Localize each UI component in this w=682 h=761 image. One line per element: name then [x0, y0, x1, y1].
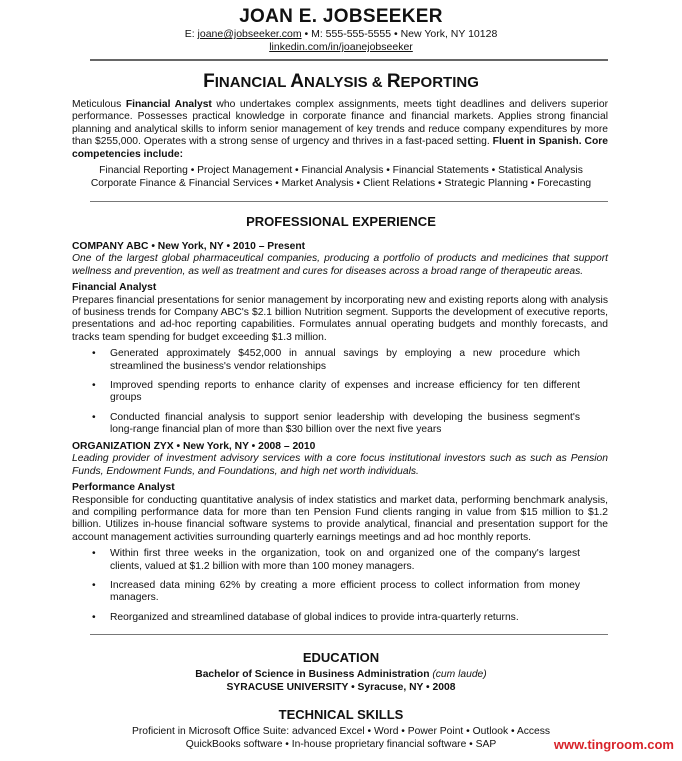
bullet-icon: • [92, 548, 96, 560]
bullet-text: Generated approximately $452,000 in annual savings by employing a new procedure which streamlined the business's vendor relationships [110, 348, 580, 372]
list-item [72, 380, 608, 405]
contact-info [0, 28, 682, 54]
bullet-text: Conducted financial analysis to support senior leadership with developing the business segment's long-range financial plan of more than $30 billion over the next five years [110, 411, 580, 436]
job-description: One of the largest global pharmaceutical companies, producing a portfolio of products and medicines that support wellness and prevention, as well as treatment and cures for diseases across a broad range of therapeutic areas. [72, 253, 608, 277]
list-item [72, 348, 608, 373]
list-item [72, 548, 608, 573]
competencies-line-1: Financial Reporting • Project Management • Financial Analysis • Financial Statements • Statistical Analysis [99, 165, 583, 176]
degree-honors: (cum laude) [429, 669, 487, 680]
education-entry [0, 669, 682, 694]
email-link[interactable]: joane@jobseeker.com [197, 28, 302, 40]
job-role: Performance Analyst [72, 482, 175, 494]
summary [72, 99, 608, 161]
school: SYRACUSE UNIVERSITY • Syracuse, NY • 2008 [226, 681, 456, 693]
headline [0, 71, 682, 93]
bullet-text: Within first three weeks in the organization, took on and organized one of the company's largest clients, valued at $1.2 billion with more than 100 money managers. [110, 548, 580, 572]
list-item [72, 412, 608, 437]
job-bullets [72, 548, 608, 624]
job-description: Leading provider of investment advisory services with a core focus institutional investors such as such as Pension Funds, Endowment Funds, and Foundations, and high net worth individuals. [72, 453, 608, 477]
skills-line-1: Proficient in Microsoft Office Suite: advanced Excel • Word • Power Point • Outlook • Access [131, 726, 551, 737]
job-company: COMPANY ABC • New York, NY • 2010 – Present [72, 241, 306, 252]
summary-body: who undertakes complex assignments, meets tight deadlines and delivers superior performance. Possesses practical knowledge in corporate finance and financial markets. Applies strong financial planning and analytical skills to inform senior management of key trends and reduce company expenditures by more than $255,000. Operates with a strong sense of urgency and thrives in a fast-paced setting. [72, 99, 608, 148]
candidate-name: JOAN E. JOBSEEKER [239, 6, 443, 27]
skills-line-2: QuickBooks software • In-house proprietary financial software • SAP [185, 738, 497, 750]
education-title: EDUCATION [302, 650, 380, 665]
bullet-text: Increased data mining 62% by creating a more efficient process to collect information from money managers. [110, 580, 580, 604]
skills-title: TECHNICAL SKILLS [278, 707, 404, 722]
summary-bold-closing: Fluent in Spanish. Core competencies include: [72, 136, 608, 160]
headline-part-3: EPORTING [400, 74, 479, 91]
bullet-icon: • [92, 411, 96, 423]
bullet-text: Improved spending reports to enhance clarity of expenses and increase efficiency for ten different groups [110, 380, 580, 404]
email-prefix: E: [184, 28, 198, 40]
list-item [72, 612, 608, 624]
headline-letter-1: F [203, 71, 215, 92]
contact-line [0, 28, 682, 41]
watermark: www.tingroom.com [553, 737, 674, 752]
bullet-icon: • [92, 611, 96, 623]
bullet-icon: • [92, 580, 96, 592]
headline-part-1: INANCIAL [214, 74, 291, 91]
header-divider [90, 59, 608, 61]
job-role: Financial Analyst [72, 282, 157, 294]
headline-letter-3: R [386, 71, 401, 92]
job-company: ORGANIZATION ZYX • New York, NY • 2008 – 2010 [72, 441, 316, 452]
section-divider [90, 201, 608, 202]
headline-part-2: NALYSIS & [304, 74, 387, 91]
section-divider [90, 634, 608, 635]
bullet-icon: • [92, 348, 96, 360]
summary-bold-title: Financial Analyst [125, 99, 212, 110]
job-entry [72, 441, 608, 631]
core-competencies [0, 165, 682, 190]
competencies-line-2: Corporate Finance & Financial Services • Market Analysis • Client Relations • Strategic Planning • Forecasting [90, 177, 592, 189]
summary-intro: Meticulous [72, 99, 126, 110]
headline-letter-2: A [290, 71, 304, 92]
linkedin-link[interactable]: linkedin.com/in/joanejobseeker [269, 41, 413, 53]
job-entry [72, 241, 608, 444]
job-responsibilities: Prepares financial presentations for senior management by incorporating new and existing reports along with analysis of business trends for Company ABC's $2.1 billion Nutrition segment. Supports the development of executive reports, presentations and ad-hoc reporting capabilities. Formulates annual operating budgets and monthly forecasts, and tracks team spending for budget exceeding $1.3 million. [72, 294, 608, 343]
job-bullets [72, 348, 608, 436]
bullet-text: Reorganized and streamlined database of global indices to provide intra-quarterly returns. [110, 611, 519, 623]
job-responsibilities: Responsible for conducting quantitative analysis of index statistics and market data, performing benchmark analysis, and compiling performance data for more than ten Pension Fund clients ranging in value from $15 million to $1.2 billion. Utilizes in-house financial software systems to provide analytical, financial and presentation support for the account management activities surrounding quarterly earnings meetings and ad hoc monthly reports. [72, 494, 608, 543]
list-item [72, 580, 608, 605]
bullet-icon: • [92, 380, 96, 392]
degree: Bachelor of Science in Business Administration [195, 669, 430, 680]
contact-rest: • M: 555-555-5555 • New York, NY 10128 [301, 28, 498, 40]
experience-title: PROFESSIONAL EXPERIENCE [246, 214, 436, 229]
